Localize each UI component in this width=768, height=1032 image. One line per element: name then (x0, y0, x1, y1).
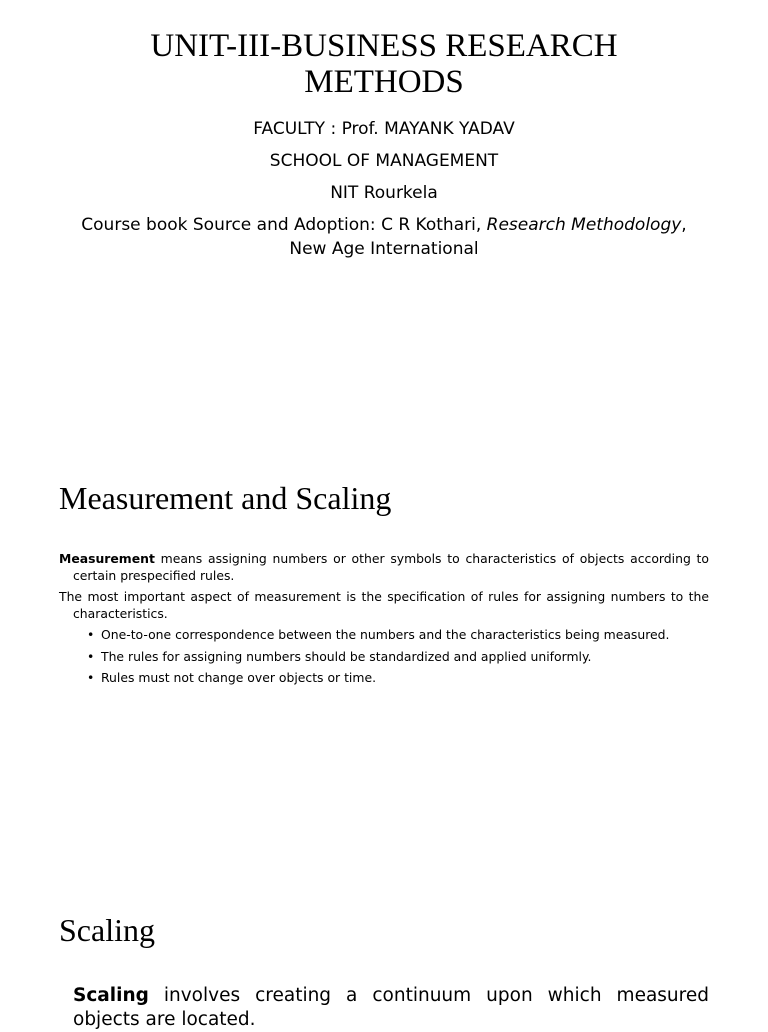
scaling-definition-text: involves creating a continuum upon which measured objects are located. (73, 985, 709, 1030)
list-item (87, 648, 709, 665)
measurement-slide (0, 432, 768, 864)
course-book-title: Research Methodology (486, 215, 682, 235)
title-line-2: METHODS (304, 64, 464, 100)
course-source-prefix: Course book Source and Adoption: C R Kothari, (81, 215, 487, 235)
list-item (87, 626, 709, 643)
section-title-measurement: Measurement and Scaling (59, 480, 392, 516)
bullet-icon: • (87, 648, 95, 664)
course-publisher: New Age International (289, 239, 479, 259)
bullet-icon: • (87, 627, 95, 642)
list-item-text: One-to-one correspondence between the numbers and the characteristics being measured. (101, 627, 670, 642)
faculty-line: FACULTY : Prof. MAYANK YADAV (253, 119, 515, 139)
list-item (87, 669, 709, 686)
institute-line: NIT Rourkela (330, 183, 438, 203)
list-item-text: Rules must not change over objects or time. (101, 670, 377, 685)
subtitle-block (40, 117, 728, 261)
school-line: SCHOOL OF MANAGEMENT (269, 151, 499, 171)
course-source-comma: , (681, 215, 687, 235)
scaling-definition (73, 984, 709, 1032)
list-item-text: The rules for assigning numbers should be standardized and applied uniformly. (101, 648, 592, 664)
title-line-1: UNIT-III-BUSINESS RESEARCH (150, 28, 618, 64)
section-title-scaling: Scaling (59, 912, 155, 948)
slide-title (40, 28, 728, 100)
measurement-term: Measurement (59, 551, 155, 566)
bullet-icon: • (87, 670, 95, 685)
course-source-line (40, 213, 728, 261)
measurement-definition (59, 550, 709, 584)
measurement-aspect: The most important aspect of measurement is the specification of rules for assigning numbers to the characteristics. (59, 589, 709, 621)
measurement-definition-text: means assigning numbers or other symbols to characteristics of objects according to certain prespecified rules. (73, 551, 709, 583)
rules-list (59, 626, 709, 686)
measurement-body (59, 550, 709, 691)
title-slide (0, 0, 768, 432)
scaling-slide (0, 864, 768, 1030)
scaling-term: Scaling (73, 985, 149, 1006)
